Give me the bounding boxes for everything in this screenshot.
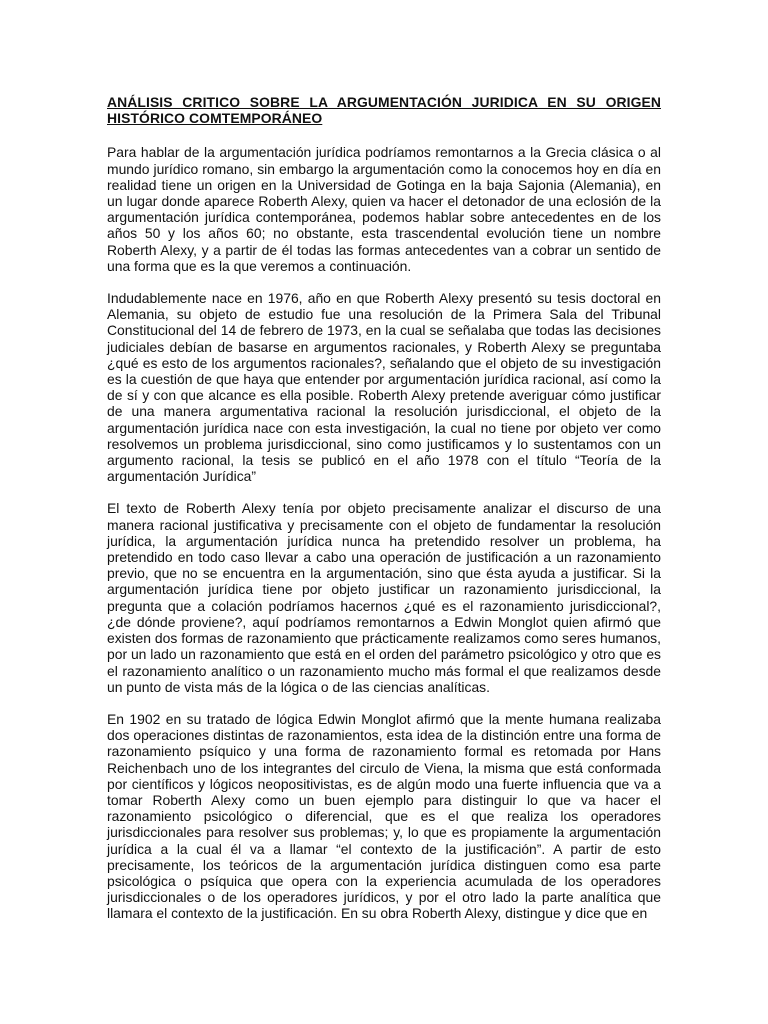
paragraph-2: Indudablemente nace en 1976, año en que Roberth Alexy presentó su tesis doctoral en Alemania, su objeto de estudio fue una resolución de la Primera Sala del Tribunal Constitucional del 14 de febrero de 1973, en la cual se señalaba que todas las decisiones judiciales debían de basarse en argumentos racionales, y Roberth Alexy se preguntaba ¿qué es esto de los argumentos racionales?, señalando que el objeto de su investigación es la cuestión de que haya que entender por argumentación jurídica racional, así como la de sí y con que alcance es ella posible. Roberth Alexy pretende averiguar cómo justificar de una manera argumentativa racional la resolución jurisdiccional, el objeto de la argumentación jurídica nace con esta investigación, la cual no tiene por objeto ver como resolvemos un problema jurisdiccional, sino como justificamos y lo sustentamos con un argumento racional, la tesis se publicó en el año 1978 con el título “Teoría de la argumentación Jurídica”: [107, 290, 661, 485]
paragraph-1: Para hablar de la argumentación jurídica podríamos remontarnos a la Grecia clásica o al mundo jurídico romano, sin embargo la argumentación como la conocemos hoy en día en realidad tiene un origen en la Universidad de Gotinga en la baja Sajonia (Alemania), en un lugar donde aparece Roberth Alexy, quien va hacer el detonador de una eclosión de la argumentación jurídica contemporánea, podemos hablar sobre antecedentes en de los años 50 y los años 60; no obstante, esta trascendental evolución tiene un nombre Roberth Alexy, y a partir de él todas las formas antecedentes van a cobrar un sentido de una forma que es la que veremos a continuación.: [107, 144, 661, 274]
paragraph-3: El texto de Roberth Alexy tenía por objeto precisamente analizar el discurso de una manera racional justificativa y precisamente con el objeto de fundamentar la resolución jurídica, la argumentación jurídica nunca ha pretendido resolver un problema, ha pretendido en todo caso llevar a cabo una operación de justificación a un razonamiento previo, que no se encuentra en la argumentación, sino que ésta ayuda a justificar. Si la argumentación jurídica tiene por objeto justificar un razonamiento jurisdiccional, la pregunta que a colación podríamos hacernos ¿qué es el razonamiento jurisdiccional?, ¿de dónde proviene?, aquí podríamos remontarnos a Edwin Monglot quien afirmó que existen dos formas de razonamiento que prácticamente realizamos como seres humanos, por un lado un razonamiento que está en el orden del parámetro psicológico y otro que es el razonamiento analítico o un razonamiento mucho más formal el que realizamos desde un punto de vista más de la lógica o de las ciencias analíticas.: [107, 500, 661, 695]
paragraph-4: En 1902 en su tratado de lógica Edwin Monglot afirmó que la mente humana realizaba dos operaciones distintas de razonamientos, esta idea de la distinción entre una forma de razonamiento psíquico y una forma de razonamiento formal es retomada por Hans Reichenbach uno de los integrantes del circulo de Viena, la misma que está conformada por científicos y lógicos neopositivistas, es de algún modo una fuerte influencia que va a tomar Roberth Alexy como un buen ejemplo para distinguir lo que va hacer el razonamiento psicológico o diferencial, que es el que realiza los operadores jurisdiccionales para resolver sus problemas; y, lo que es propiamente la argumentación jurídica a la cual él va a llamar “el contexto de la justificación”. A partir de esto precisamente, los teóricos de la argumentación jurídica distinguen como esa parte psicológica o psíquica que opera con la experiencia acumulada de los operadores jurisdiccionales o de los operadores jurídicos, y por el otro lado la parte analítica que llamara el contexto de la justificación. En su obra Roberth Alexy, distingue y dice que en: [107, 710, 661, 922]
document-title: ANÁLISIS CRITICO SOBRE LA ARGUMENTACIÓN JURIDICA EN SU ORIGEN HISTÓRICO COMTEMPORÁNEO: [107, 94, 661, 127]
document-page: [107, 94, 661, 938]
